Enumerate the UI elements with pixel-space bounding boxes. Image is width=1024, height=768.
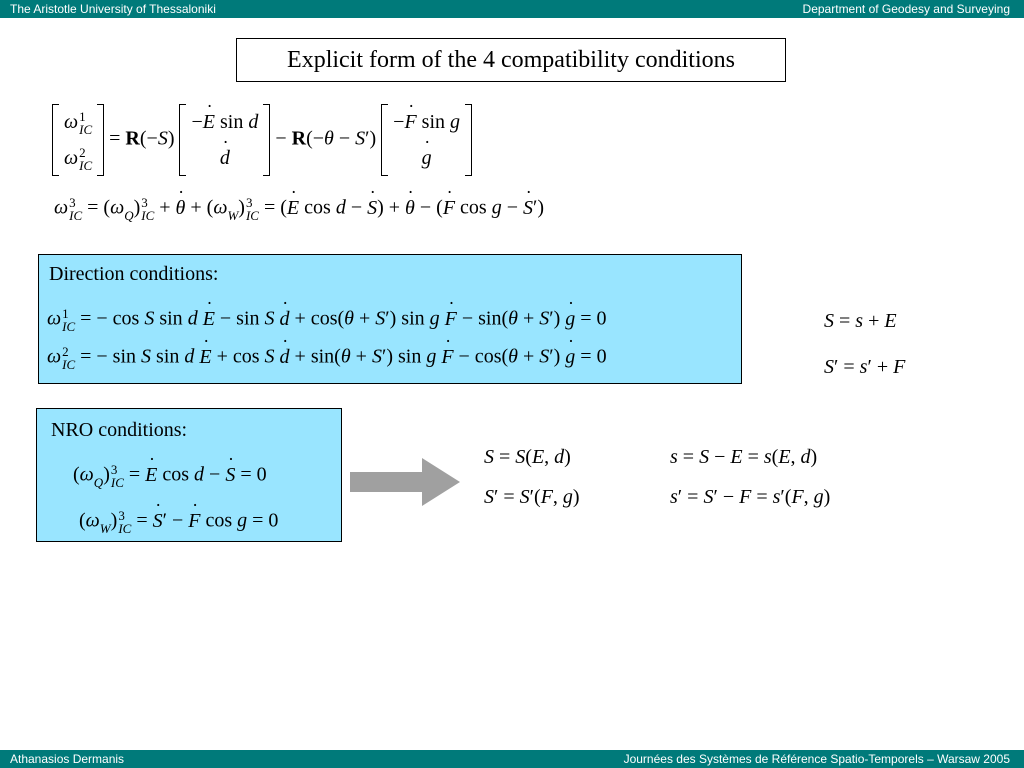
arrow-right-icon xyxy=(350,458,462,506)
relation-s-function: s = S − E = s(E, d) xyxy=(670,446,818,468)
relation-S-prime-function: S′ = S′(F, g) xyxy=(484,486,580,508)
header-university: The Aristotle University of Thessaloniki xyxy=(10,2,216,16)
relation-S-function: S = S(E, d) xyxy=(484,446,571,468)
direction-equation-1: ω 1 IC = − cos S sin d E ˙ − sin S d ˙ + cos(θ + S′) sin g F ˙ − sin(θ + S′) g ˙ = 0 xyxy=(47,307,607,333)
relation-s-prime-function: s′ = S′ − F = s′(F, g) xyxy=(670,486,831,508)
header-department: Department of Geodesy and Surveying xyxy=(802,2,1010,16)
footer-bar xyxy=(0,750,1024,768)
nro-equation-2: $(\omega_W)$ 3 IC = S ˙′ − F ˙ cos g = 0 xyxy=(79,509,278,535)
slide-title: Explicit form of the 4 compatibility conditions xyxy=(236,38,786,82)
footer-author: Athanasios Dermanis xyxy=(10,752,125,766)
matrix-equation: ω 1 IC ω 2 IC = R(−S) −E ˙ sin d d ˙ − R(−θ − S′) −F ˙ sin g g ˙ xyxy=(52,104,472,176)
nro-equation-1: $(\omega_Q)$ 3 IC = E ˙ cos d − S ˙ = 0 xyxy=(73,463,267,489)
third-component-equation: ω 3 IC = $(\omega_Q)$ 3 IC + θ ˙ + $(\omega_W)$ 3 IC = (E ˙ cos d − S ˙) + θ ˙ − (F ˙ cos g − S ˙′) xyxy=(54,196,544,222)
nro-conditions-label: NRO conditions: xyxy=(51,419,188,441)
header-bar xyxy=(0,0,1024,18)
footer-event: Journées des Systèmes de Référence Spatio-Temporels – Warsaw 2005 xyxy=(623,752,1010,766)
direction-equation-2: ω 2 IC = − sin S sin d E ˙ + cos S d ˙ + sin(θ + S′) sin g F ˙ − cos(θ + S′) g ˙ = 0 xyxy=(47,345,607,371)
relation-S-prime: S′ = s′ + F xyxy=(824,356,906,378)
direction-conditions-label: Direction conditions: xyxy=(49,263,219,285)
nro-conditions-box xyxy=(36,408,342,542)
relation-S: S = s + E xyxy=(824,310,897,332)
direction-conditions-box xyxy=(38,254,742,384)
